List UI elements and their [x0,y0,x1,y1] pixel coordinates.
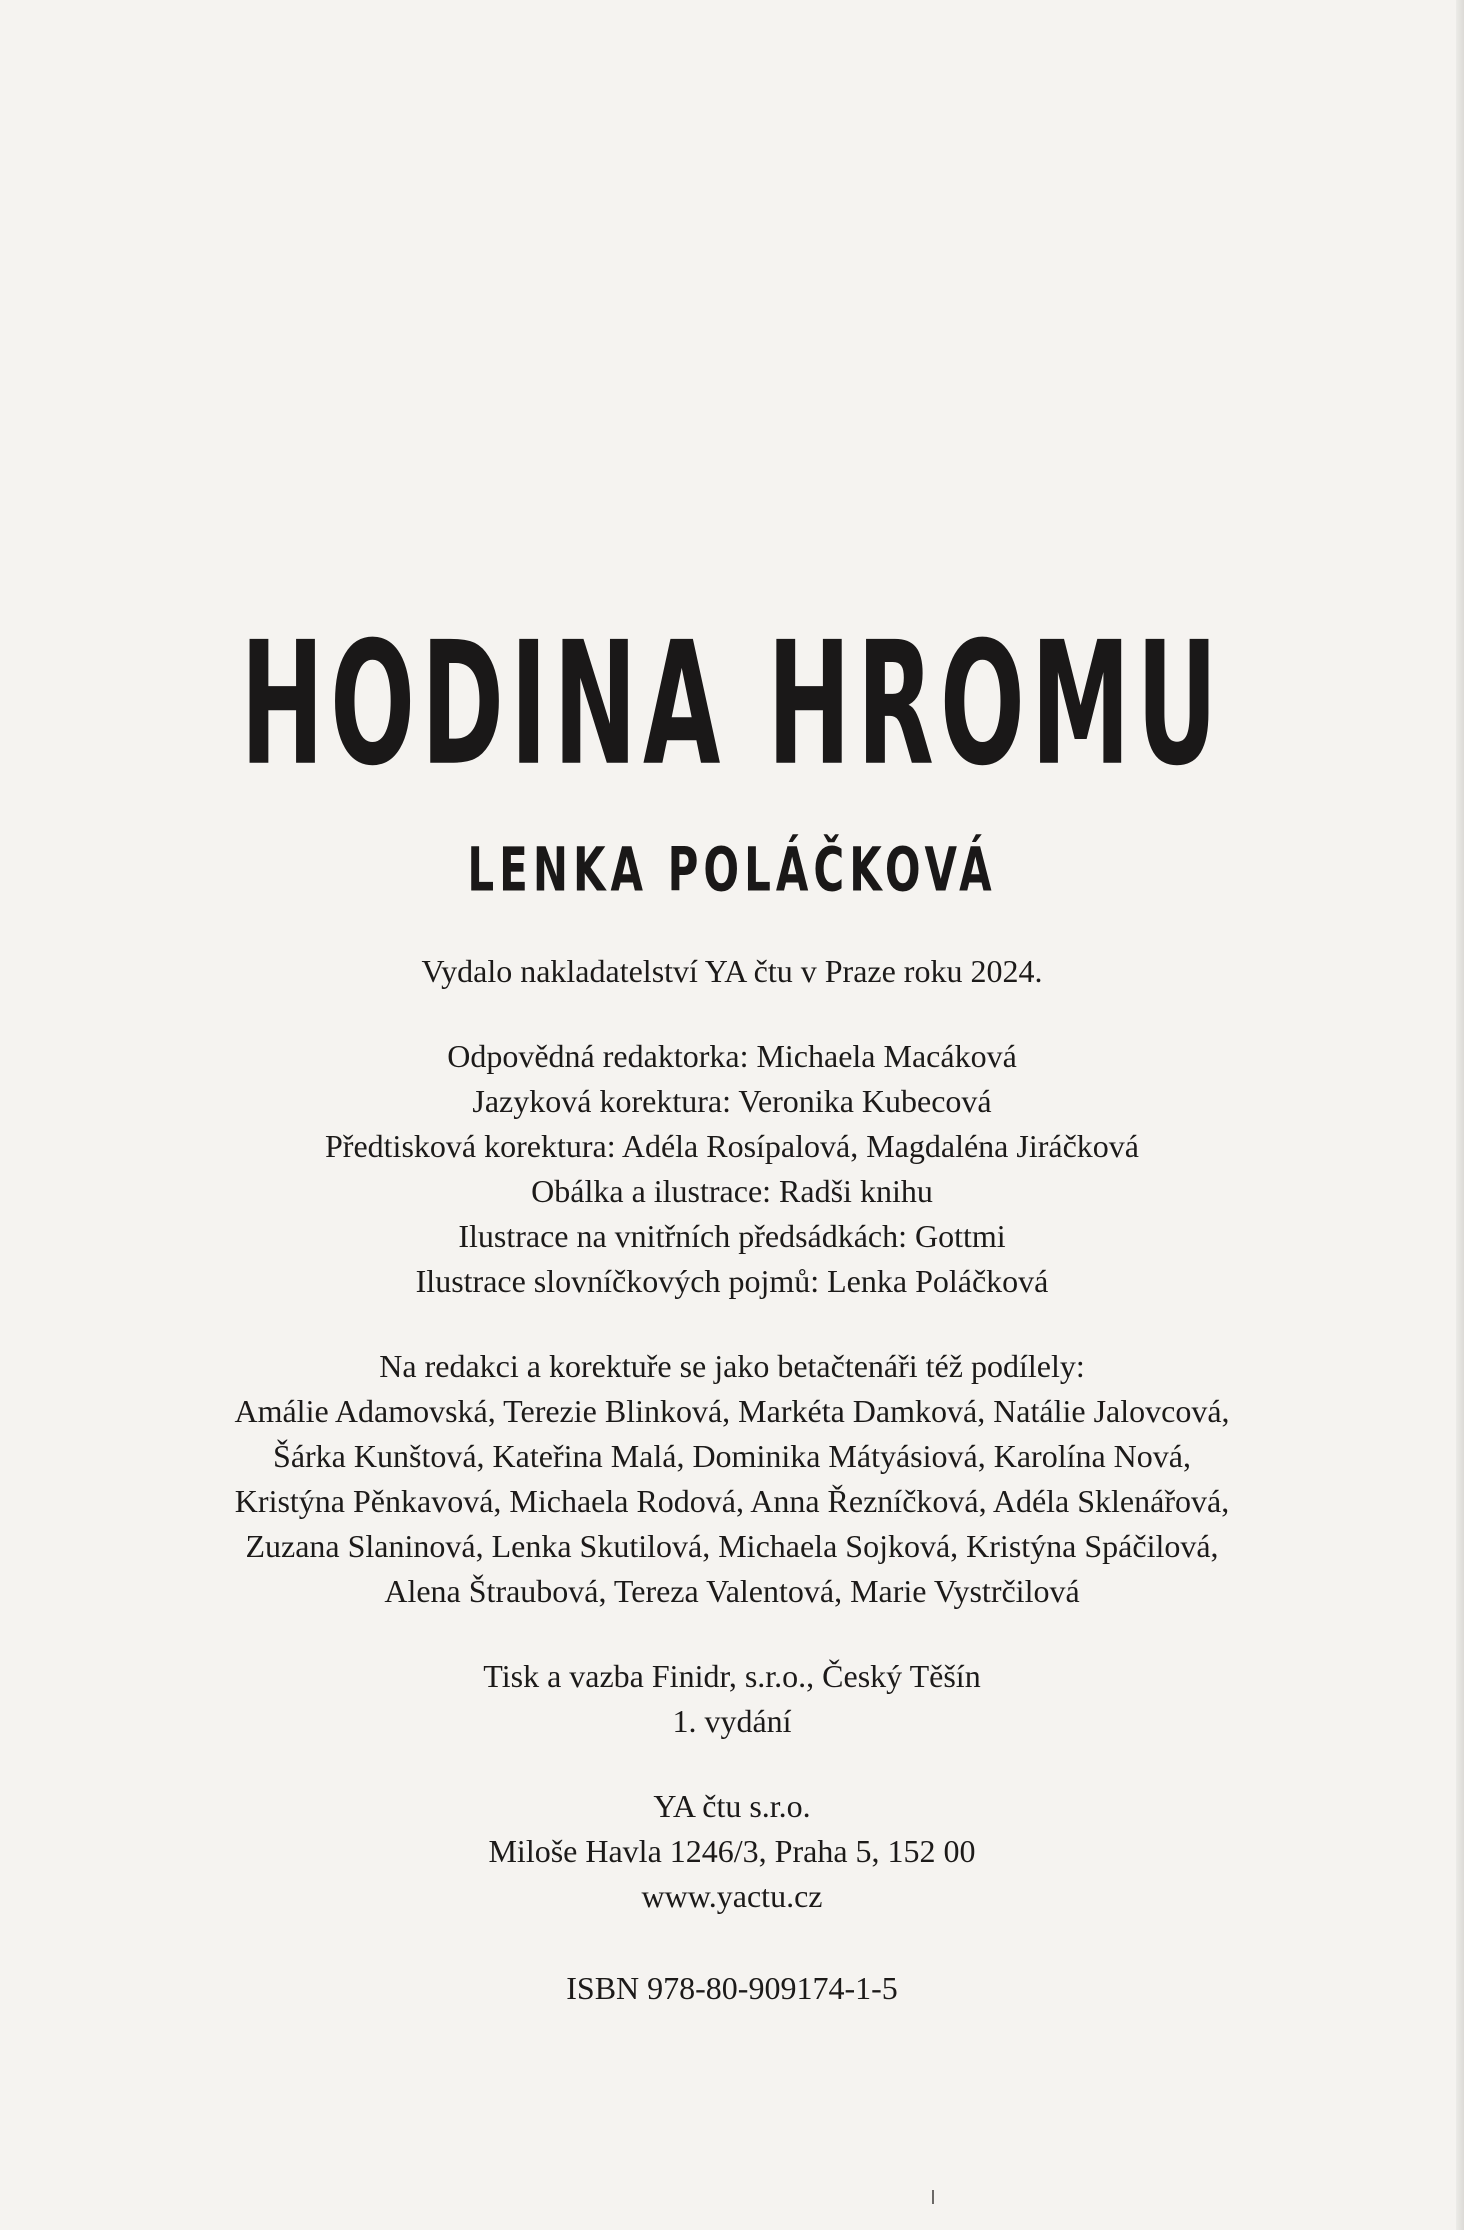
book-title: HODINA HROMU [240,604,1224,804]
beta-readers-line: Alena Štraubová, Tereza Valentová, Marie Vystrčilová [384,1573,1080,1609]
printing-block [0,1654,1464,1744]
credit-line: Ilustrace slovníčkových pojmů: Lenka Poláčková [415,1263,1049,1299]
printer-line: Tisk a vazba Finidr, s.r.o., Český Těšín [483,1658,981,1694]
isbn: ISBN 978-80-909174-1-5 [566,1970,898,2006]
credit-line: Obálka a ilustrace: Radši knihu [531,1173,933,1209]
publisher-name: YA čtu s.r.o. [653,1788,811,1824]
imprint-content [0,604,1464,2011]
beta-readers-heading: Na redakci a korektuře se jako betačtenáři též podílely: [379,1348,1085,1384]
beta-readers-line: Kristýna Pěnkavová, Michaela Rodová, Anna Řezníčková, Adéla Sklenářová, [234,1483,1230,1519]
beta-readers-line: Šárka Kunštová, Kateřina Malá, Dominika Mátyásiová, Karolína Nová, [273,1438,1191,1474]
book-author: LENKA POLÁČKOVÁ [467,834,997,906]
beta-readers-line: Amálie Adamovská, Terezie Blinková, Markéta Damková, Natálie Jalovcová, [234,1393,1230,1429]
credit-line: Ilustrace na vnitřních předsádkách: Gottmi [458,1218,1006,1254]
paper-speck [932,2190,934,2204]
edition-line: 1. vydání [672,1703,792,1739]
beta-readers-line: Zuzana Slaninová, Lenka Skutilová, Michaela Sojková, Kristýna Spáčilová, [245,1528,1219,1564]
credit-line: Odpovědná redaktorka: Michaela Macáková [447,1038,1017,1074]
credits-block [0,1034,1464,1304]
publisher-website: www.yactu.cz [641,1878,823,1914]
publisher-statement: Vydalo nakladatelství YA čtu v Praze roku 2024. [421,953,1043,989]
publisher-street: Miloše Havla 1246/3, Praha 5, 152 00 [488,1833,976,1869]
publisher-address-block [0,1784,1464,1919]
credit-line: Předtisková korektura: Adéla Rosípalová, Magdaléna Jiráčková [325,1128,1139,1164]
beta-readers-block [0,1344,1464,1614]
credit-line: Jazyková korektura: Veronika Kubecová [472,1083,992,1119]
